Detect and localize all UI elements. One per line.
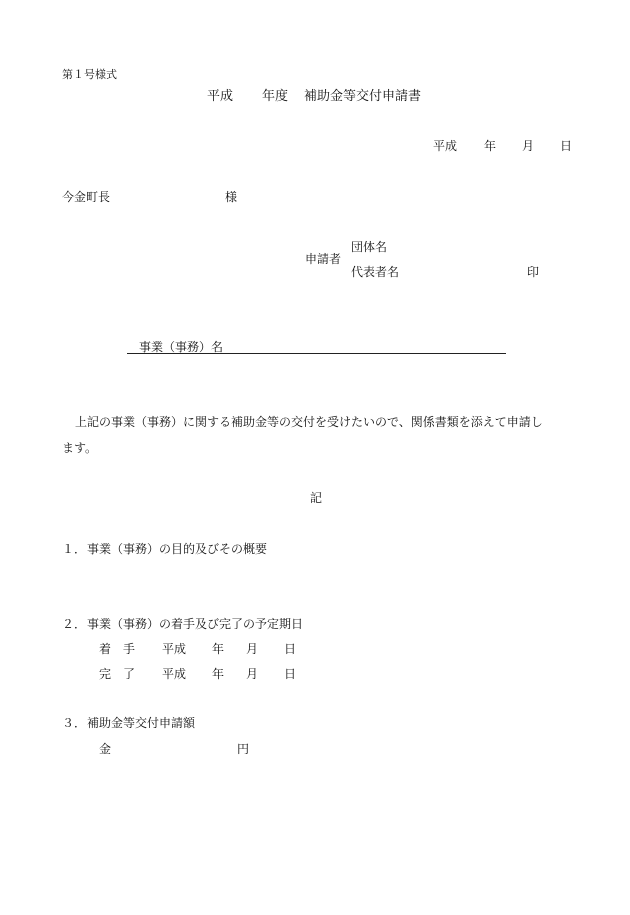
project-name-underline <box>127 353 506 354</box>
item-3-number: ３． <box>62 716 87 730</box>
seal-mark: 印 <box>527 265 540 279</box>
schedule-start-label: 着 手 <box>99 642 136 656</box>
addressee-name: 今金町長 <box>62 190 111 204</box>
date-era: 平成 <box>433 139 458 153</box>
schedule-complete-day: 日 <box>284 667 297 681</box>
schedule-start-era: 平成 <box>162 642 187 656</box>
statement-line-2: ます。 <box>62 441 98 455</box>
applicant-label: 申請者 <box>305 252 342 266</box>
title-era: 平成 <box>207 89 234 104</box>
item-1-number: １． <box>62 542 87 556</box>
title-name: 補助金等交付申請書 <box>304 89 422 104</box>
item-2-number: ２． <box>62 617 87 631</box>
schedule-complete-label: 完 了 <box>99 667 136 681</box>
item-3-label: 補助金等交付申請額 <box>87 716 196 730</box>
representative-label: 代表者名 <box>351 265 400 279</box>
form-number: 第１号様式 <box>62 68 117 81</box>
amount-unit: 円 <box>237 742 250 756</box>
title-nendo: 年度 <box>262 89 289 104</box>
date-year: 年 <box>484 139 497 153</box>
org-name-label: 団体名 <box>351 240 388 254</box>
amount-prefix: 金 <box>99 742 112 756</box>
statement-line-1: 上記の事業（事務）に関する補助金等の交付を受けたいので、関係書類を添えて申請し <box>75 415 543 429</box>
item-1-label: 事業（事務）の目的及びその概要 <box>87 542 268 556</box>
schedule-start-day: 日 <box>284 642 297 656</box>
schedule-complete-era: 平成 <box>162 667 187 681</box>
schedule-complete-year: 年 <box>212 667 225 681</box>
date-month: 月 <box>522 139 535 153</box>
schedule-start-year: 年 <box>212 642 225 656</box>
schedule-start-month: 月 <box>246 642 259 656</box>
ki-heading: 記 <box>310 491 323 505</box>
item-2-label: 事業（事務）の着手及び完了の予定期日 <box>87 617 304 631</box>
addressee-honorific: 様 <box>225 190 238 204</box>
project-name-label: 事業（事務）名 <box>139 340 224 354</box>
schedule-complete-month: 月 <box>246 667 259 681</box>
date-day: 日 <box>560 139 573 153</box>
